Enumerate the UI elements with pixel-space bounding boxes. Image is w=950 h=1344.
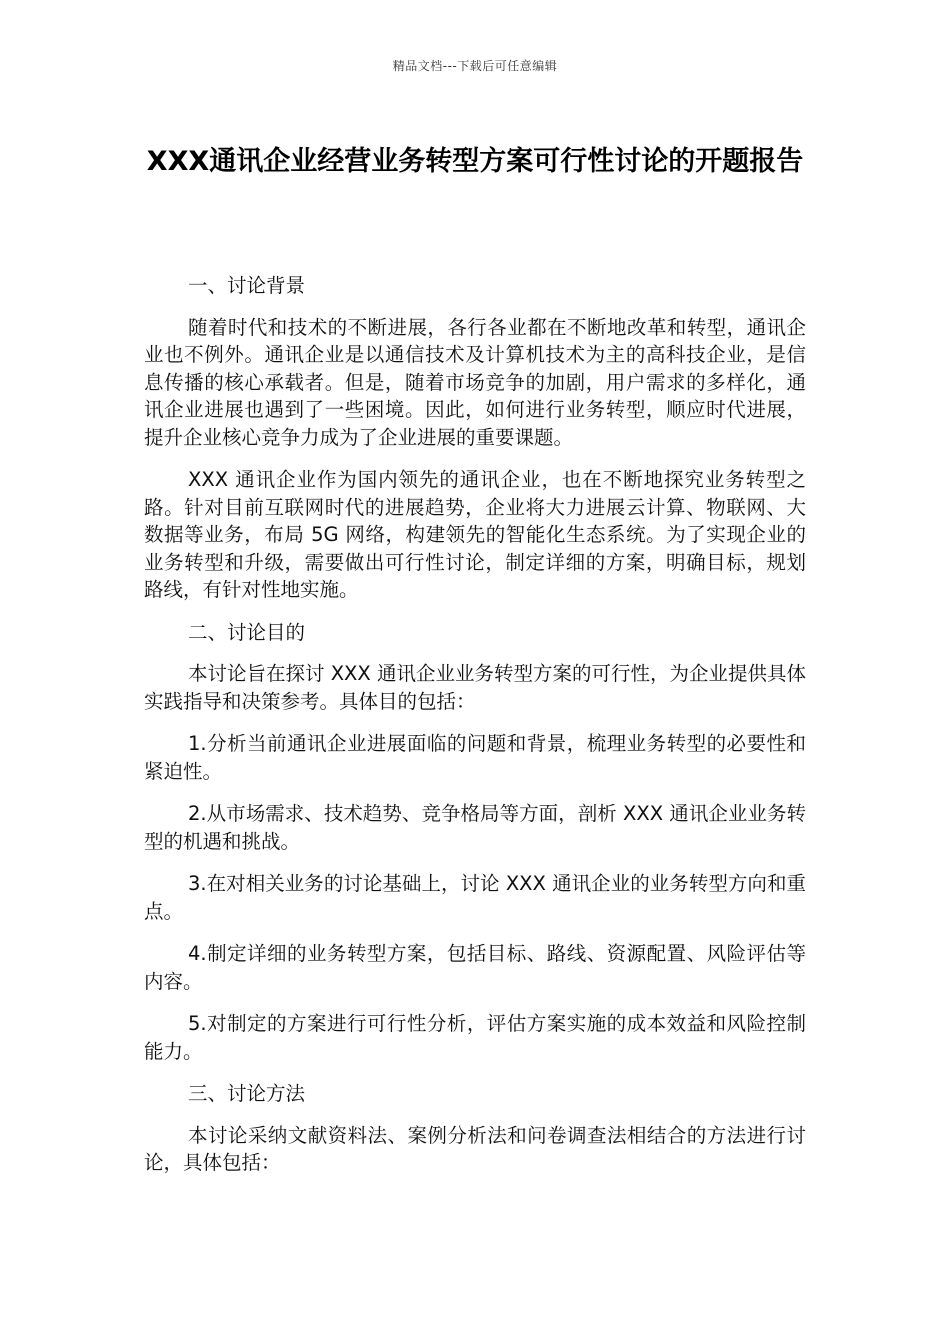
section-heading-method: 三、讨论方法 (188, 1082, 306, 1105)
document-body (144, 272, 806, 1192)
document-title: XXX通讯企业经营业务转型方案可行性讨论的开题报告 (146, 146, 804, 177)
paragraph-background-1: 随着时代和技术的不断进展，各行各业都在不断地改革和转型，通讯企业也不例外。通讯企业是以通信技术及计算机技术为主的高科技企业，是信息传播的核心承载者。但是，随着市场竞争的加剧，用户需求的多样化，通讯企业进展也遇到了一些困境。因此，如何进行业务转型，顺应时代进展，提升企业核心竞争力成为了企业进展的重要课题。 (144, 315, 806, 449)
paragraph-background-2: XXX 通讯企业作为国内领先的通讯企业，也在不断地探究业务转型之路。针对目前互联网时代的进展趋势，企业将大力进展云计算、物联网、大数据等业务，布局 5G 网络，构建领先的智能化生态系统。为了实现企业的业务转型和升级，需要做出可行性讨论，制定详细的方案，明确目标，规划路线，有针对性地实施。 (144, 468, 806, 601)
list-item-purpose-1: 1.分析当前通讯企业进展面临的问题和背景，梳理业务转型的必要性和紧迫性。 (144, 732, 806, 783)
list-item-purpose-5: 5.对制定的方案进行可行性分析，评估方案实施的成本效益和风险控制能力。 (144, 1012, 806, 1063)
section-heading-purpose: 二、讨论目的 (188, 620, 306, 644)
paragraph-purpose-intro: 本讨论旨在探讨 XXX 通讯企业业务转型方案的可行性，为企业提供具体实践指导和决策参考。具体目的包括： (144, 662, 806, 713)
list-item-purpose-3: 3.在对相关业务的讨论基础上，讨论 XXX 通讯企业的业务转型方向和重点。 (144, 872, 806, 923)
section-heading-background: 一、讨论背景 (188, 274, 306, 297)
list-item-purpose-4: 4.制定详细的业务转型方案，包括目标、路线、资源配置、风险评估等内容。 (144, 942, 806, 993)
list-item-purpose-2: 2.从市场需求、技术趋势、竞争格局等方面，剖析 XXX 通讯企业业务转型的机遇和挑战。 (144, 802, 806, 853)
header-note: 精品文档---下载后可任意编辑 (392, 59, 558, 73)
paragraph-method-intro: 本讨论采纳文献资料法、案例分析法和问卷调查法相结合的方法进行讨论，具体包括： (144, 1123, 806, 1174)
